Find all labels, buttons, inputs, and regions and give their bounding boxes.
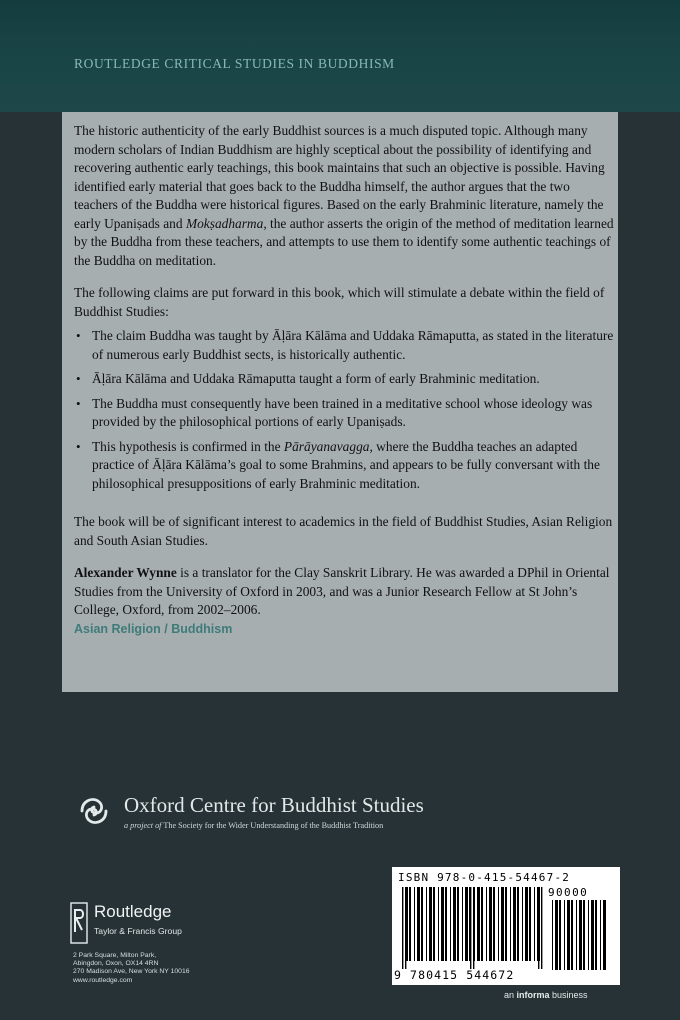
informa-brand: informa bbox=[516, 990, 550, 1000]
author-name: Alexander Wynne bbox=[74, 565, 177, 580]
blurb-body bbox=[74, 122, 614, 638]
bullet-icon: • bbox=[76, 328, 81, 343]
blurb-panel bbox=[62, 112, 618, 692]
subject-category: Asian Religion / Buddhism bbox=[74, 621, 233, 636]
claims-list bbox=[74, 327, 614, 493]
series-title: ROUTLEDGE CRITICAL STUDIES IN BUDDHISM bbox=[74, 56, 395, 71]
claim-item bbox=[74, 327, 614, 364]
ocbs-logo-icon bbox=[74, 791, 114, 831]
ocbs-name: Oxford Centre for Buddhist Studies bbox=[124, 793, 424, 817]
barcode-digits: 9 780415 544672 bbox=[394, 968, 515, 982]
publisher-name: Routledge bbox=[94, 902, 172, 921]
publisher-website: www.routledge.com bbox=[73, 976, 133, 984]
barcode-box bbox=[392, 867, 620, 985]
claims-intro: The following claims are put forward in this book, which will stimulate a debate within the field of Buddhist Studies: bbox=[74, 285, 605, 319]
routledge-logo-icon bbox=[70, 902, 88, 944]
claim-text: Āḷāra Kālāma and Uddaka Rāmaputta taught a form of early Brahminic meditation. bbox=[92, 371, 540, 386]
author-bio bbox=[74, 564, 614, 620]
publisher-address bbox=[73, 952, 190, 985]
claim-italic: Pārāyanavagga bbox=[283, 438, 370, 454]
claim-item bbox=[74, 438, 614, 494]
bullet-icon: • bbox=[76, 438, 81, 454]
informa-post: business bbox=[549, 990, 588, 1000]
ocbs-subtitle bbox=[124, 821, 383, 830]
publisher-block bbox=[70, 902, 270, 950]
informa-pre: an bbox=[504, 990, 517, 1000]
publisher-group: Taylor & Francis Group bbox=[94, 926, 182, 936]
intro-text-end: , the author asserts the origin of the method of meditation learned by the Buddha from these teachers, and attempts to use them to identify some authentic teachings of the Buddha on meditation. bbox=[74, 215, 614, 268]
claim-item bbox=[74, 370, 614, 389]
address-line: 2 Park Square, Milton Park, bbox=[73, 952, 157, 959]
price-code: 90000 bbox=[548, 886, 589, 899]
address-line: Abingdon, Oxon, OX14 4RN bbox=[73, 960, 159, 968]
claim-text: The Buddha must consequently have been trained in a meditative school whose ideology was provided by the philosophical portions of early Upaniṣads. bbox=[92, 395, 593, 429]
informa-tagline bbox=[504, 990, 588, 1000]
author-bio-text: is a translator for the Clay Sanskrit Library. He was awarded a DPhil in Oriental Studies from the University of Oxford in 2003, and was a Junior Research Fellow at St John’s College, Oxford, from 2002–2006. bbox=[74, 565, 610, 617]
intro-italic: Mokṣadharma bbox=[185, 215, 264, 231]
ocbs-sub-italic: a project of bbox=[124, 821, 162, 830]
ocbs-sub-text: The Society for the Wider Understanding of the Buddhist Tradition bbox=[161, 821, 384, 830]
claim-text-end: , where the Buddha teaches an adapted practice of Āḷāra Kālāma’s goal to some Brahmins, and appears to be fully conversant with the philosophical presuppositions of early Brahminic meditation. bbox=[92, 438, 600, 491]
claim-text: This hypothesis is confirmed in the bbox=[92, 438, 284, 454]
intro-paragraph bbox=[74, 122, 614, 270]
intro-text: The historic authenticity of the early Buddhist sources is a much disputed topic. Although many modern scholars of Indian Buddhism are highly sceptical about the possibility of identifying and recovering authentic early teachings, this book maintains that such an objective is possible. Having identified early material that goes back to the Buddha himself, the author argues that the two teachers of the Buddha were historical figures. Based on the early Brahminic literature, namely the early Upaniṣads and bbox=[74, 123, 605, 231]
address-line: 270 Madison Ave, New York NY 10016 bbox=[73, 968, 190, 976]
barcode-main-icon bbox=[400, 887, 544, 969]
bullet-icon: • bbox=[76, 395, 81, 411]
claim-text: The claim Buddha was taught by Āḷāra Kālāma and Uddaka Rāmaputta, as stated in the literature of numerous early Buddhist sects, is historically authentic. bbox=[92, 328, 614, 362]
ocbs-block bbox=[74, 787, 474, 837]
isbn-text: ISBN 978-0-415-54467-2 bbox=[398, 871, 571, 884]
claim-item bbox=[74, 395, 614, 432]
bullet-icon: • bbox=[76, 371, 81, 386]
barcode-addon-icon bbox=[550, 900, 608, 970]
audience-paragraph: The book will be of significant interest to academics in the field of Buddhist Studies, Asian Religion and South Asian Studies. bbox=[74, 514, 613, 548]
